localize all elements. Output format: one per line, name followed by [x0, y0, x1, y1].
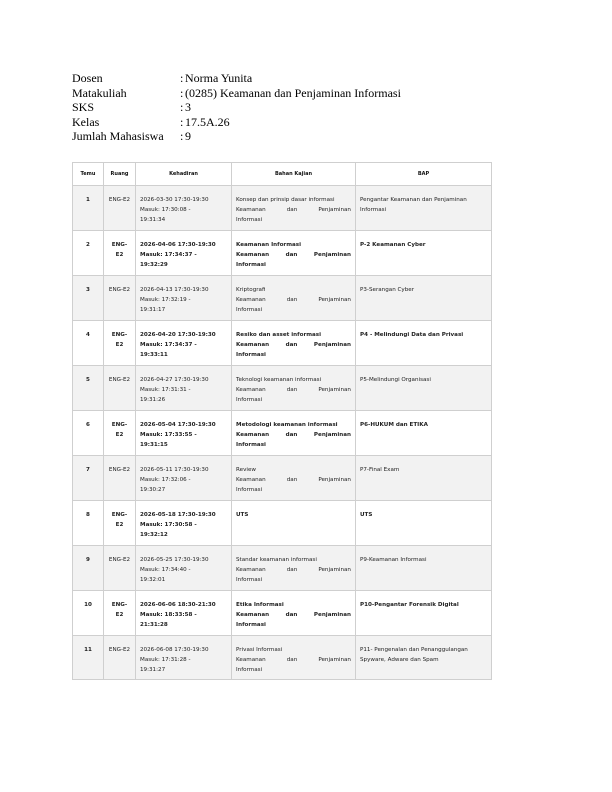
check-out-time: 19:31:34	[140, 217, 166, 223]
cell-bahan-kajian	[232, 276, 356, 321]
cell-temu	[73, 411, 104, 456]
topic-word-1: Keamanan	[236, 567, 266, 573]
schedule-time: 2026-05-11 17:30-19:30	[140, 467, 209, 473]
sks-label: SKS	[72, 100, 95, 114]
bap-value: Pengantar Keamanan dan Penjaminan Informasi	[360, 197, 467, 213]
cell-temu	[73, 231, 104, 276]
temu-value: 10	[84, 602, 92, 608]
cell-bap	[356, 411, 492, 456]
ruang-value: ENG-E2	[111, 602, 128, 618]
topic-word-1: Keamanan	[236, 252, 270, 258]
bap-value: P11- Pengenalan dan Penanggulangan Spyware, Adware dan Spam	[360, 647, 468, 663]
check-out-time: 19:31:26	[140, 397, 166, 403]
schedule-time: 2026-04-27 17:30-19:30	[140, 377, 209, 383]
topic-course-line	[236, 250, 351, 260]
cell-bap	[356, 321, 492, 366]
topic-title: Review	[236, 467, 256, 473]
schedule-time: 2026-05-25 17:30-19:30	[140, 557, 209, 563]
temu-value: 4	[86, 332, 90, 338]
topic-title: Etika Informasi	[236, 602, 284, 608]
topic-course-line	[236, 430, 351, 440]
cell-kehadiran	[136, 186, 232, 231]
cell-bap	[356, 366, 492, 411]
topic-title: Kriptografi	[236, 287, 266, 293]
topic-course-line	[236, 565, 351, 575]
kelas-value: 17.5A.26	[185, 114, 230, 129]
topic-word-1: Keamanan	[236, 387, 266, 393]
topic-course-line	[236, 205, 351, 215]
table-row	[73, 636, 492, 680]
check-out-time: 19:31:17	[140, 307, 166, 313]
topic-course-line	[236, 610, 351, 620]
table-row	[73, 366, 492, 411]
topic-word-4: Informasi	[236, 622, 266, 628]
cell-temu	[73, 186, 104, 231]
topic-word-4: Informasi	[236, 577, 263, 583]
topic-word-3: Penjaminan	[318, 207, 351, 213]
info-row-dosen	[72, 71, 401, 86]
ruang-value: ENG-E2	[108, 197, 131, 203]
cell-bahan-kajian	[232, 186, 356, 231]
topic-title: Privasi Informasi	[236, 647, 283, 653]
matakuliah-value: (0285) Keamanan dan Penjaminan Informasi	[185, 85, 401, 100]
table-row	[73, 591, 492, 636]
table-row	[73, 501, 492, 546]
cell-bahan-kajian	[232, 366, 356, 411]
cell-temu	[73, 321, 104, 366]
ruang-value: ENG-E2	[108, 467, 131, 473]
topic-word-4: Informasi	[236, 307, 263, 313]
check-out-time: 19:31:27	[140, 667, 166, 673]
cell-bahan-kajian	[232, 636, 356, 680]
bap-value: P10-Pengantar Forensik Digital	[360, 602, 459, 608]
table-row	[73, 546, 492, 591]
cell-ruang	[104, 591, 136, 636]
cell-ruang	[104, 456, 136, 501]
cell-bap	[356, 591, 492, 636]
table-row	[73, 456, 492, 501]
topic-word-1: Keamanan	[236, 657, 266, 663]
check-in-time: Masuk: 17:34:40 -	[140, 567, 191, 573]
dosen-value: Norma Yunita	[185, 71, 253, 85]
cell-bap	[356, 276, 492, 321]
ruang-value: ENG-E2	[111, 422, 128, 438]
schedule-time: 2026-04-20 17:30-19:30	[140, 332, 216, 338]
check-out-time: 19:33:11	[140, 352, 168, 358]
bap-value: P3-Serangan Cyber	[360, 287, 415, 293]
topic-word-2: dan	[285, 342, 298, 348]
topic-word-1: Keamanan	[236, 432, 270, 438]
check-in-time: Masuk: 17:30:08 -	[140, 207, 191, 213]
cell-kehadiran	[136, 276, 232, 321]
topic-title: Metodologi keamanan informasi	[236, 422, 338, 428]
cell-bahan-kajian	[232, 501, 356, 546]
check-in-time: Masuk: 17:34:37 -	[140, 342, 197, 348]
cell-kehadiran	[136, 591, 232, 636]
cell-temu	[73, 546, 104, 591]
topic-word-1: Keamanan	[236, 342, 270, 348]
cell-kehadiran	[136, 456, 232, 501]
check-in-time: Masuk: 17:31:28 -	[140, 657, 191, 663]
topic-word-4: Informasi	[236, 397, 263, 403]
ruang-value: ENG-E2	[111, 242, 128, 258]
table-row	[73, 231, 492, 276]
cell-kehadiran	[136, 546, 232, 591]
topic-title: Teknologi keamanan informasi	[236, 377, 322, 383]
cell-temu	[73, 276, 104, 321]
check-in-time: Masuk: 17:32:19 -	[140, 297, 191, 303]
schedule-time: 2026-06-06 18:30-21:30	[140, 602, 216, 608]
topic-title: Konsep dan prinsip dasar informasi	[236, 197, 335, 203]
cell-bap	[356, 186, 492, 231]
cell-ruang	[104, 636, 136, 680]
info-row-matakuliah	[72, 86, 401, 101]
topic-word-4: Informasi	[236, 217, 263, 223]
cell-kehadiran	[136, 321, 232, 366]
cell-kehadiran	[136, 636, 232, 680]
ruang-value: ENG-E2	[111, 332, 128, 348]
bap-value: P-2 Keamanan Cyber	[360, 242, 426, 248]
check-out-time: 19:32:01	[140, 577, 166, 583]
table-row	[73, 186, 492, 231]
jumlah-label: Jumlah Mahasiswa	[72, 129, 164, 143]
ruang-value: ENG-E2	[111, 512, 128, 528]
column-header-temu: Temu	[73, 163, 104, 186]
separator: :	[180, 100, 184, 114]
bap-value: P4 - Melindungi Data dan Privasi	[360, 332, 464, 338]
cell-ruang	[104, 321, 136, 366]
check-out-time: 19:30:27	[140, 487, 166, 493]
kelas-label: Kelas	[72, 114, 100, 129]
temu-value: 1	[86, 197, 90, 203]
cell-bap	[356, 456, 492, 501]
bap-value: P5-Melindungi Organisasi	[360, 377, 431, 383]
check-in-time: Masuk: 17:34:37 -	[140, 252, 197, 258]
topic-word-2: dan	[285, 252, 298, 258]
cell-ruang	[104, 411, 136, 456]
info-row-sks	[72, 100, 401, 115]
table-row	[73, 276, 492, 321]
topic-word-2: dan	[285, 432, 298, 438]
cell-temu	[73, 366, 104, 411]
topic-title: Standar keamanan informasi	[236, 557, 317, 563]
topic-course-line	[236, 385, 351, 395]
topic-word-2: dan	[286, 657, 298, 663]
topic-word-3: Penjaminan	[313, 432, 351, 438]
cell-temu	[73, 456, 104, 501]
schedule-time: 2026-03-30 17:30-19:30	[140, 197, 209, 203]
topic-title: Keamanan Informasi	[236, 242, 302, 248]
cell-temu	[73, 591, 104, 636]
temu-value: 6	[86, 422, 90, 428]
cell-bap	[356, 636, 492, 680]
attendance-table	[72, 162, 492, 680]
table-row	[73, 411, 492, 456]
separator: :	[180, 71, 184, 85]
column-header-kehadiran: Kehadiran	[136, 163, 232, 186]
topic-word-4: Informasi	[236, 442, 266, 448]
cell-bahan-kajian	[232, 231, 356, 276]
check-out-time: 21:31:28	[140, 622, 168, 628]
dosen-label: Dosen	[72, 71, 103, 85]
ruang-value: ENG-E2	[108, 647, 131, 653]
topic-word-3: Penjaminan	[318, 387, 351, 393]
schedule-time: 2026-05-18 17:30-19:30	[140, 512, 216, 518]
topic-word-2: dan	[286, 387, 298, 393]
cell-ruang	[104, 366, 136, 411]
info-row-kelas	[72, 115, 401, 130]
ruang-value: ENG-E2	[108, 557, 131, 563]
topic-word-1: Keamanan	[236, 612, 270, 618]
cell-bahan-kajian	[232, 591, 356, 636]
column-header-bahan-kajian: Bahan Kajian	[232, 163, 356, 186]
cell-bahan-kajian	[232, 546, 356, 591]
topic-word-4: Informasi	[236, 262, 266, 268]
topic-title: UTS	[236, 512, 249, 518]
cell-bahan-kajian	[232, 456, 356, 501]
cell-bap	[356, 231, 492, 276]
schedule-time: 2026-04-13 17:30-19:30	[140, 287, 209, 293]
topic-word-3: Penjaminan	[318, 657, 351, 663]
topic-course-line	[236, 340, 351, 350]
cell-bahan-kajian	[232, 411, 356, 456]
cell-bap	[356, 546, 492, 591]
topic-word-3: Penjaminan	[318, 297, 351, 303]
topic-word-2: dan	[286, 567, 298, 573]
topic-word-3: Penjaminan	[313, 612, 351, 618]
check-in-time: Masuk: 17:33:55 -	[140, 432, 197, 438]
cell-kehadiran	[136, 501, 232, 546]
schedule-time: 2026-05-04 17:30-19:30	[140, 422, 216, 428]
topic-word-1: Keamanan	[236, 297, 266, 303]
cell-temu	[73, 636, 104, 680]
cell-kehadiran	[136, 231, 232, 276]
check-in-time: Masuk: 17:32:06 -	[140, 477, 191, 483]
topic-course-line	[236, 295, 351, 305]
check-in-time: Masuk: 17:31:31 -	[140, 387, 191, 393]
ruang-value: ENG-E2	[108, 377, 131, 383]
table-header-row	[73, 163, 492, 186]
topic-word-1: Keamanan	[236, 207, 266, 213]
temu-value: 7	[86, 467, 90, 473]
info-row-jumlah	[72, 129, 401, 144]
topic-title: Resiko dan asset informasi	[236, 332, 322, 338]
sks-value: 3	[185, 100, 191, 114]
cell-ruang	[104, 276, 136, 321]
topic-word-3: Penjaminan	[318, 567, 351, 573]
separator: :	[180, 114, 184, 129]
cell-ruang	[104, 231, 136, 276]
table-row	[73, 321, 492, 366]
course-info	[72, 71, 401, 144]
separator: :	[180, 129, 184, 143]
topic-word-2: dan	[286, 297, 298, 303]
cell-ruang	[104, 546, 136, 591]
check-out-time: 19:32:29	[140, 262, 168, 268]
temu-value: 8	[86, 512, 90, 518]
matakuliah-label: Matakuliah	[72, 85, 127, 100]
check-in-time: Masuk: 17:30:58 -	[140, 522, 197, 528]
topic-word-3: Penjaminan	[313, 252, 351, 258]
cell-bap	[356, 501, 492, 546]
topic-word-3: Penjaminan	[318, 477, 351, 483]
topic-course-line	[236, 655, 351, 665]
bap-value: P9-Keamanan Informasi	[360, 557, 427, 563]
cell-ruang	[104, 186, 136, 231]
cell-bahan-kajian	[232, 321, 356, 366]
check-in-time: Masuk: 18:33:58 -	[140, 612, 197, 618]
temu-value: 11	[84, 647, 92, 653]
temu-value: 3	[86, 287, 90, 293]
cell-ruang	[104, 501, 136, 546]
column-header-ruang: Ruang	[104, 163, 136, 186]
topic-course-line	[236, 475, 351, 485]
bap-value: P6-HUKUM dan ETIKA	[360, 422, 428, 428]
check-out-time: 19:32:12	[140, 532, 168, 538]
column-header-bap: BAP	[356, 163, 492, 186]
topic-word-2: dan	[286, 477, 298, 483]
topic-word-4: Informasi	[236, 352, 266, 358]
schedule-time: 2026-04-06 17:30-19:30	[140, 242, 216, 248]
ruang-value: ENG-E2	[108, 287, 131, 293]
topic-word-2: dan	[286, 207, 298, 213]
topic-word-1: Keamanan	[236, 477, 266, 483]
bap-value: P7-Final Exam	[360, 467, 400, 473]
temu-value: 2	[86, 242, 90, 248]
separator: :	[180, 85, 184, 100]
topic-word-4: Informasi	[236, 487, 263, 493]
bap-value: UTS	[360, 512, 373, 518]
cell-temu	[73, 501, 104, 546]
cell-kehadiran	[136, 366, 232, 411]
check-out-time: 19:31:15	[140, 442, 168, 448]
schedule-time: 2026-06-08 17:30-19:30	[140, 647, 209, 653]
temu-value: 9	[86, 557, 90, 563]
cell-kehadiran	[136, 411, 232, 456]
temu-value: 5	[86, 377, 90, 383]
topic-word-2: dan	[285, 612, 298, 618]
jumlah-value: 9	[185, 129, 191, 143]
topic-word-4: Informasi	[236, 667, 263, 673]
topic-word-3: Penjaminan	[313, 342, 351, 348]
